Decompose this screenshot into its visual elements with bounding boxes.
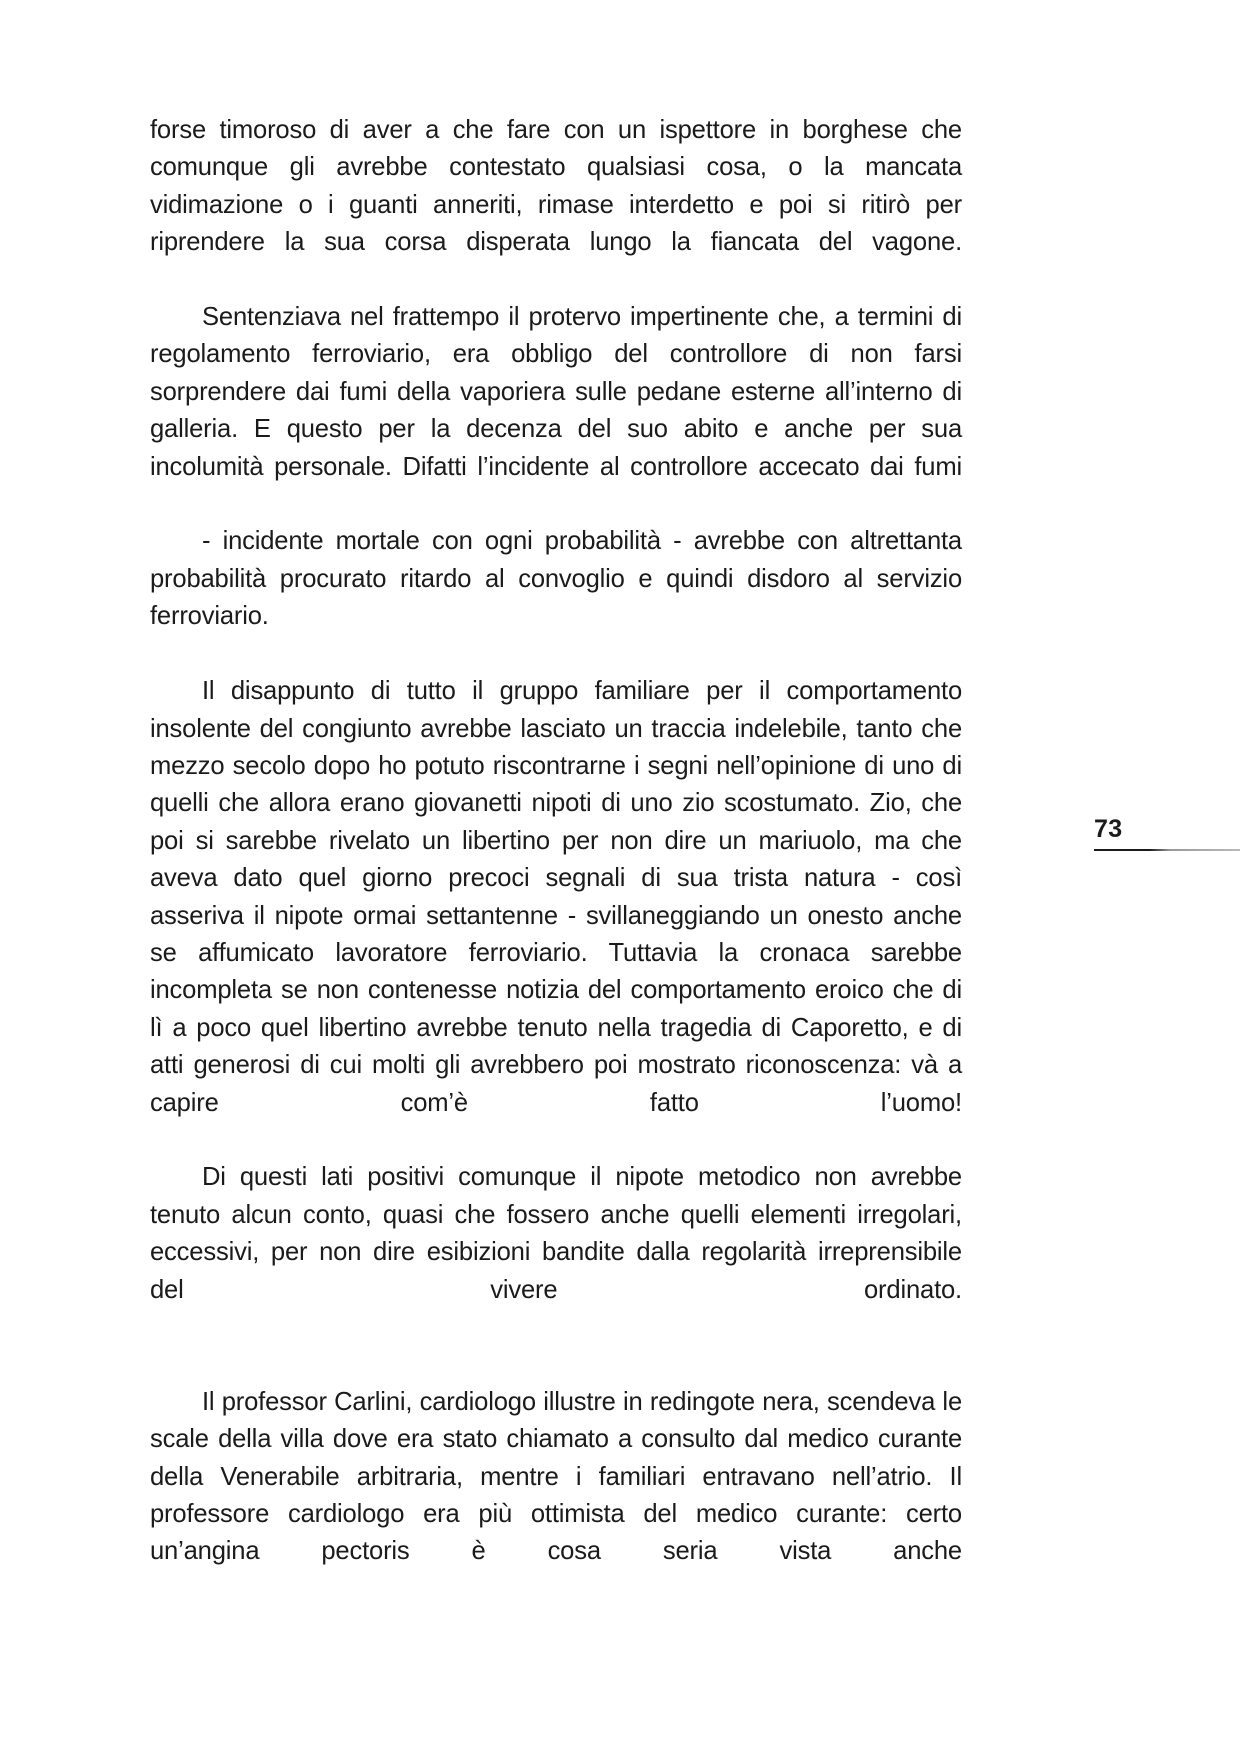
body-text-column [150, 112, 962, 1608]
folio-block [1094, 814, 1240, 851]
paragraph-1: forse timoroso di aver a che fare con un ispettore in borghese che comunque gli avrebbe contestato qualsiasi cosa, o la mancata vidimazione o i guanti anneriti, rimase interdetto e poi si ritirò per riprendere la sua corsa disperata lungo la fiancata del vagone. [150, 116, 962, 257]
page-number: 73 [1094, 815, 1123, 843]
paragraph-4: Il disappunto di tutto il gruppo familiare per il comportamento insolente del congiunto avrebbe lasciato un traccia indelebile, tanto che mezzo secolo dopo ho potuto riscontrarne i segni nell’opinione di uno di quelli che allora erano giovanetti nipoti di uno zio scostumato. Zio, che poi si sarebbe rivelato un libertino per non dire un mariuolo, ma che aveva dato quel giorno precoci segnali di sua trista natura - così asseriva il nipote ormai settantenne - svillaneggiando un onesto anche se affumicato lavoratore ferroviario. Tuttavia la cronaca sarebbe incompleta se non contenesse notizia del comportamento eroico che di lì a poco quel libertino avrebbe tenuto nella tragedia di Caporetto, e di atti generosi di cui molti gli avrebbero poi mostrato riconoscenza: và a capire com’è fatto l’uomo! [150, 677, 962, 1117]
paragraph-5: Di questi lati positivi comunque il nipote metodico non avrebbe tenuto alcun conto, quasi che fossero anche quelli elementi irregolari, eccessivi, per non dire esibizioni bandite dalla regolarità irreprensibile del vivere ordinato. [150, 1163, 962, 1304]
paragraph-3: - incidente mortale con ogni probabilità - avrebbe con altrettanta probabilità procurato ritardo al convoglio e quindi disdoro al servizio ferroviario. [150, 527, 962, 631]
paragraph-2: Sentenziava nel frattempo il protervo impertinente che, a termini di regolamento ferroviario, era obbligo del controllore di non farsi sorprendere dai fumi della vaporiera sulle pedane esterne all’interno di galleria. E questo per la decenza del suo abito e anche per sua incolumità personale. Difatti l’incidente al controllore accecato dai fumi [150, 303, 962, 481]
folio-rule [1094, 849, 1240, 851]
paragraph-spacer [150, 1346, 962, 1383]
paragraph-6: Il professor Carlini, cardiologo illustre in redingote nera, scendeva le scale della villa dove era stato chiamato a consulto dal medico curante della Venerabile arbitraria, mentre i familiari entravano nell’atrio. Il professore cardiologo era più ottimista del medico curante: certo un’angina pectoris è cosa seria vista anche [150, 1387, 962, 1566]
